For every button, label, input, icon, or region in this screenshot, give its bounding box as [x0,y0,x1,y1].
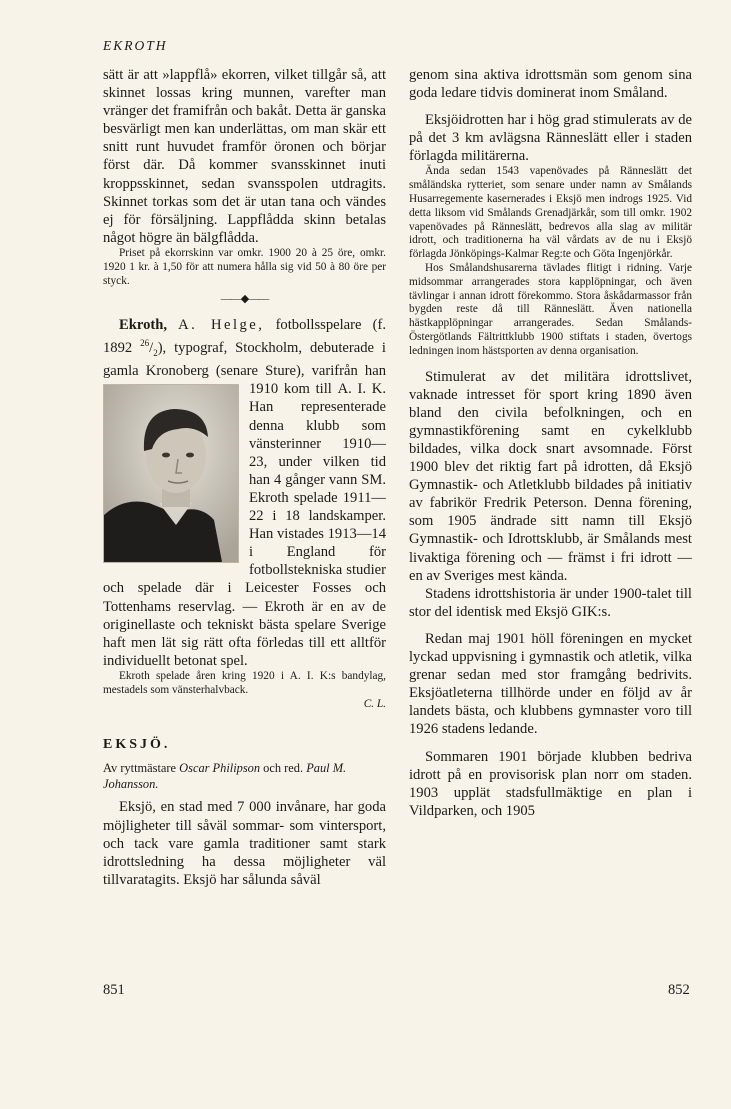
left-column [103,66,386,889]
entry-name: Ekroth, [119,317,167,334]
section-byline: Av ryttmästare Oscar Philipson och red. Paul M. Johansson. [103,761,347,791]
entry-given-name: A. Helge, [178,317,265,334]
paragraph-gik-history: Stadens idrottshistoria är under 1900-talet till stor del identisk med Eksjö GIK:s. [409,585,692,620]
squirrel-paragraph: sätt är att »lappflå» ekorren, vilket tillgår så, att skinnet lossas kring munnen, varefter man vränger det framifrån och bakåt. Detta är ganska besvärligt men kan underlättas, om man skär ett snitt runt huvudet framför öronen och börjar först där. Då kommer svansskinnet inuti kroppsskinnet, sedan svansspolen utdragits. Skinnet torkas som det är utan tana och vändes ej för försäljning. Lappflådda skinn betalas något högre än bälgflådda. [103,67,386,246]
byline-author-2: Paul M. Johansson. [103,761,347,791]
entry-text-rest: A. I. K. Han representerade denna klubb som vänsterinner 1910—23, under vilken tid han 4 gånger vann SM. Ekroth spelade 1911—22 i 18 landskamper. Han vistades 1913—14 i England för fotbollstekniska studier och spelade där i Leicester Fosses och Tottenhams reservlag. — Ekroth är en av de originellaste och tekniskt bästa spelare Sverige haft men lät sig rätt ofta förledas till ett alltför individuellt betonat spel. [103,381,387,669]
author-signature: C. L. [363,698,386,711]
page-number-right: 852 [668,982,690,998]
entry-separator: ——◆—— [220,293,269,306]
portrait-photo [103,384,239,563]
entry-note: Ekroth spelade åren kring 1920 i A. I. K:s bandylag, mestadels som vänsterhalvback. [103,669,386,696]
small-paragraph-rannslatt: Ända sedan 1543 vapenövades på Ränneslätt det småländska rytteriet, som senare under namn av Smålands Husarregemente kasernerades i Eksjö men indrogs 1925. Vid detta liksom vid Smålands Grenadjärkår, som till omkr. 1902 vapenövades på Ränneslätt, bedrevos alla slag av militär idrott, och traditionerna ha väl vårdats av de nu i Eksjö förlagda Jönköpings-Kalmar Reg:te och Göta Ingenjörkår. [409,165,692,261]
byline-author-1: Oscar Philipson [179,761,261,776]
ekroth-entry [103,316,386,670]
paragraph-1901-display: Redan maj 1901 höll föreningen en mycket lyckad uppvisning i gymnastik och atletik, vilka grenar sedan med stor framgång bedrivits. Eksjöatleterna tillhörde under en följd av år landets bästa, och klubbens gymnaster voro till 1926 stadens ledande. [409,630,692,738]
paragraph-civil-sport: Stimulerat av det militära idrottslivet, vaknade intresset för sport kring 1890 även bland den civila befolkningen, och en gymnastikförening samt en cykelklubb bildades, vilka dock snart avsomnade. Först 1900 blev det riktig fart på idrotten, då Eksjö Gymnastik- och Atletklubb bildades på initiativ av fabrikör Fredrik Peterson. Denna förening, som 1905 ändrade sitt namn till Eksjö Gymnastik- och Idrottsklubb, är Smålands mest livaktiga förening och — främst i fri idrott — en av Sveriges mest kända. [409,368,692,584]
paragraph-dominance: genom sina aktiva idrottsmän som genom sina goda ledare tidvis dominerat inom Småland. [409,67,692,102]
paragraph-military: Eksjöidrotten har i hög grad stimulerats av de på det 3 km avlägsna Ränneslätt eller i staden förlagda militärerna. [409,112,692,165]
page-number-left: 851 [103,982,125,998]
eksjo-intro-paragraph: Eksjö, en stad med 7 000 invånare, har goda möjligheter till såväl sommar- som vintersport, och tack vare gamla traditioner samt stark idrottsledning ha dessa möjligheter väl tillvaratagits. Eksjö har sålunda såväl [103,799,386,888]
small-paragraph-hussars: Hos Smålandshusarerna tävlades flitigt i ridning. Varje midsommar arrangerades stora kapplöpningar, och även tävlingar i annan idrott förekommo. Stora åskådarmassor från bygden reste då till Ränneslätt. Även nationella hästkapplöpningar arrangerades. Sedan Smålands-Östergötlands Fältrittklubb 1900 stiftats i staden, övertogs ledningen inom hästsporten av denna organisation. [409,262,692,357]
paragraph-1901-summer: Sommaren 1901 började klubben bedriva idrott på en provisorisk plan norr om staden. 1903 upplät stadsfullmäktige en plan i Vildparken, och 1905 [409,748,692,819]
squirrel-price-note: Priset på ekorrskinn var omkr. 1900 20 à 25 öre, omkr. 1920 1 kr. à 1,50 för att numera hålla sig vid 50 à 80 öre per styck. [103,246,386,287]
running-header: EKROTH [103,38,168,53]
section-title-eksjo: EKSJÖ. [103,737,171,753]
right-column [409,66,692,820]
entry-text-lead: fotbollsspelare (f. 1892 $^{26}/_2$), typograf, Stockholm, debuterade i gamla Kronoberg (senare Sture), varifrån han 1910 kom till [103,317,386,398]
